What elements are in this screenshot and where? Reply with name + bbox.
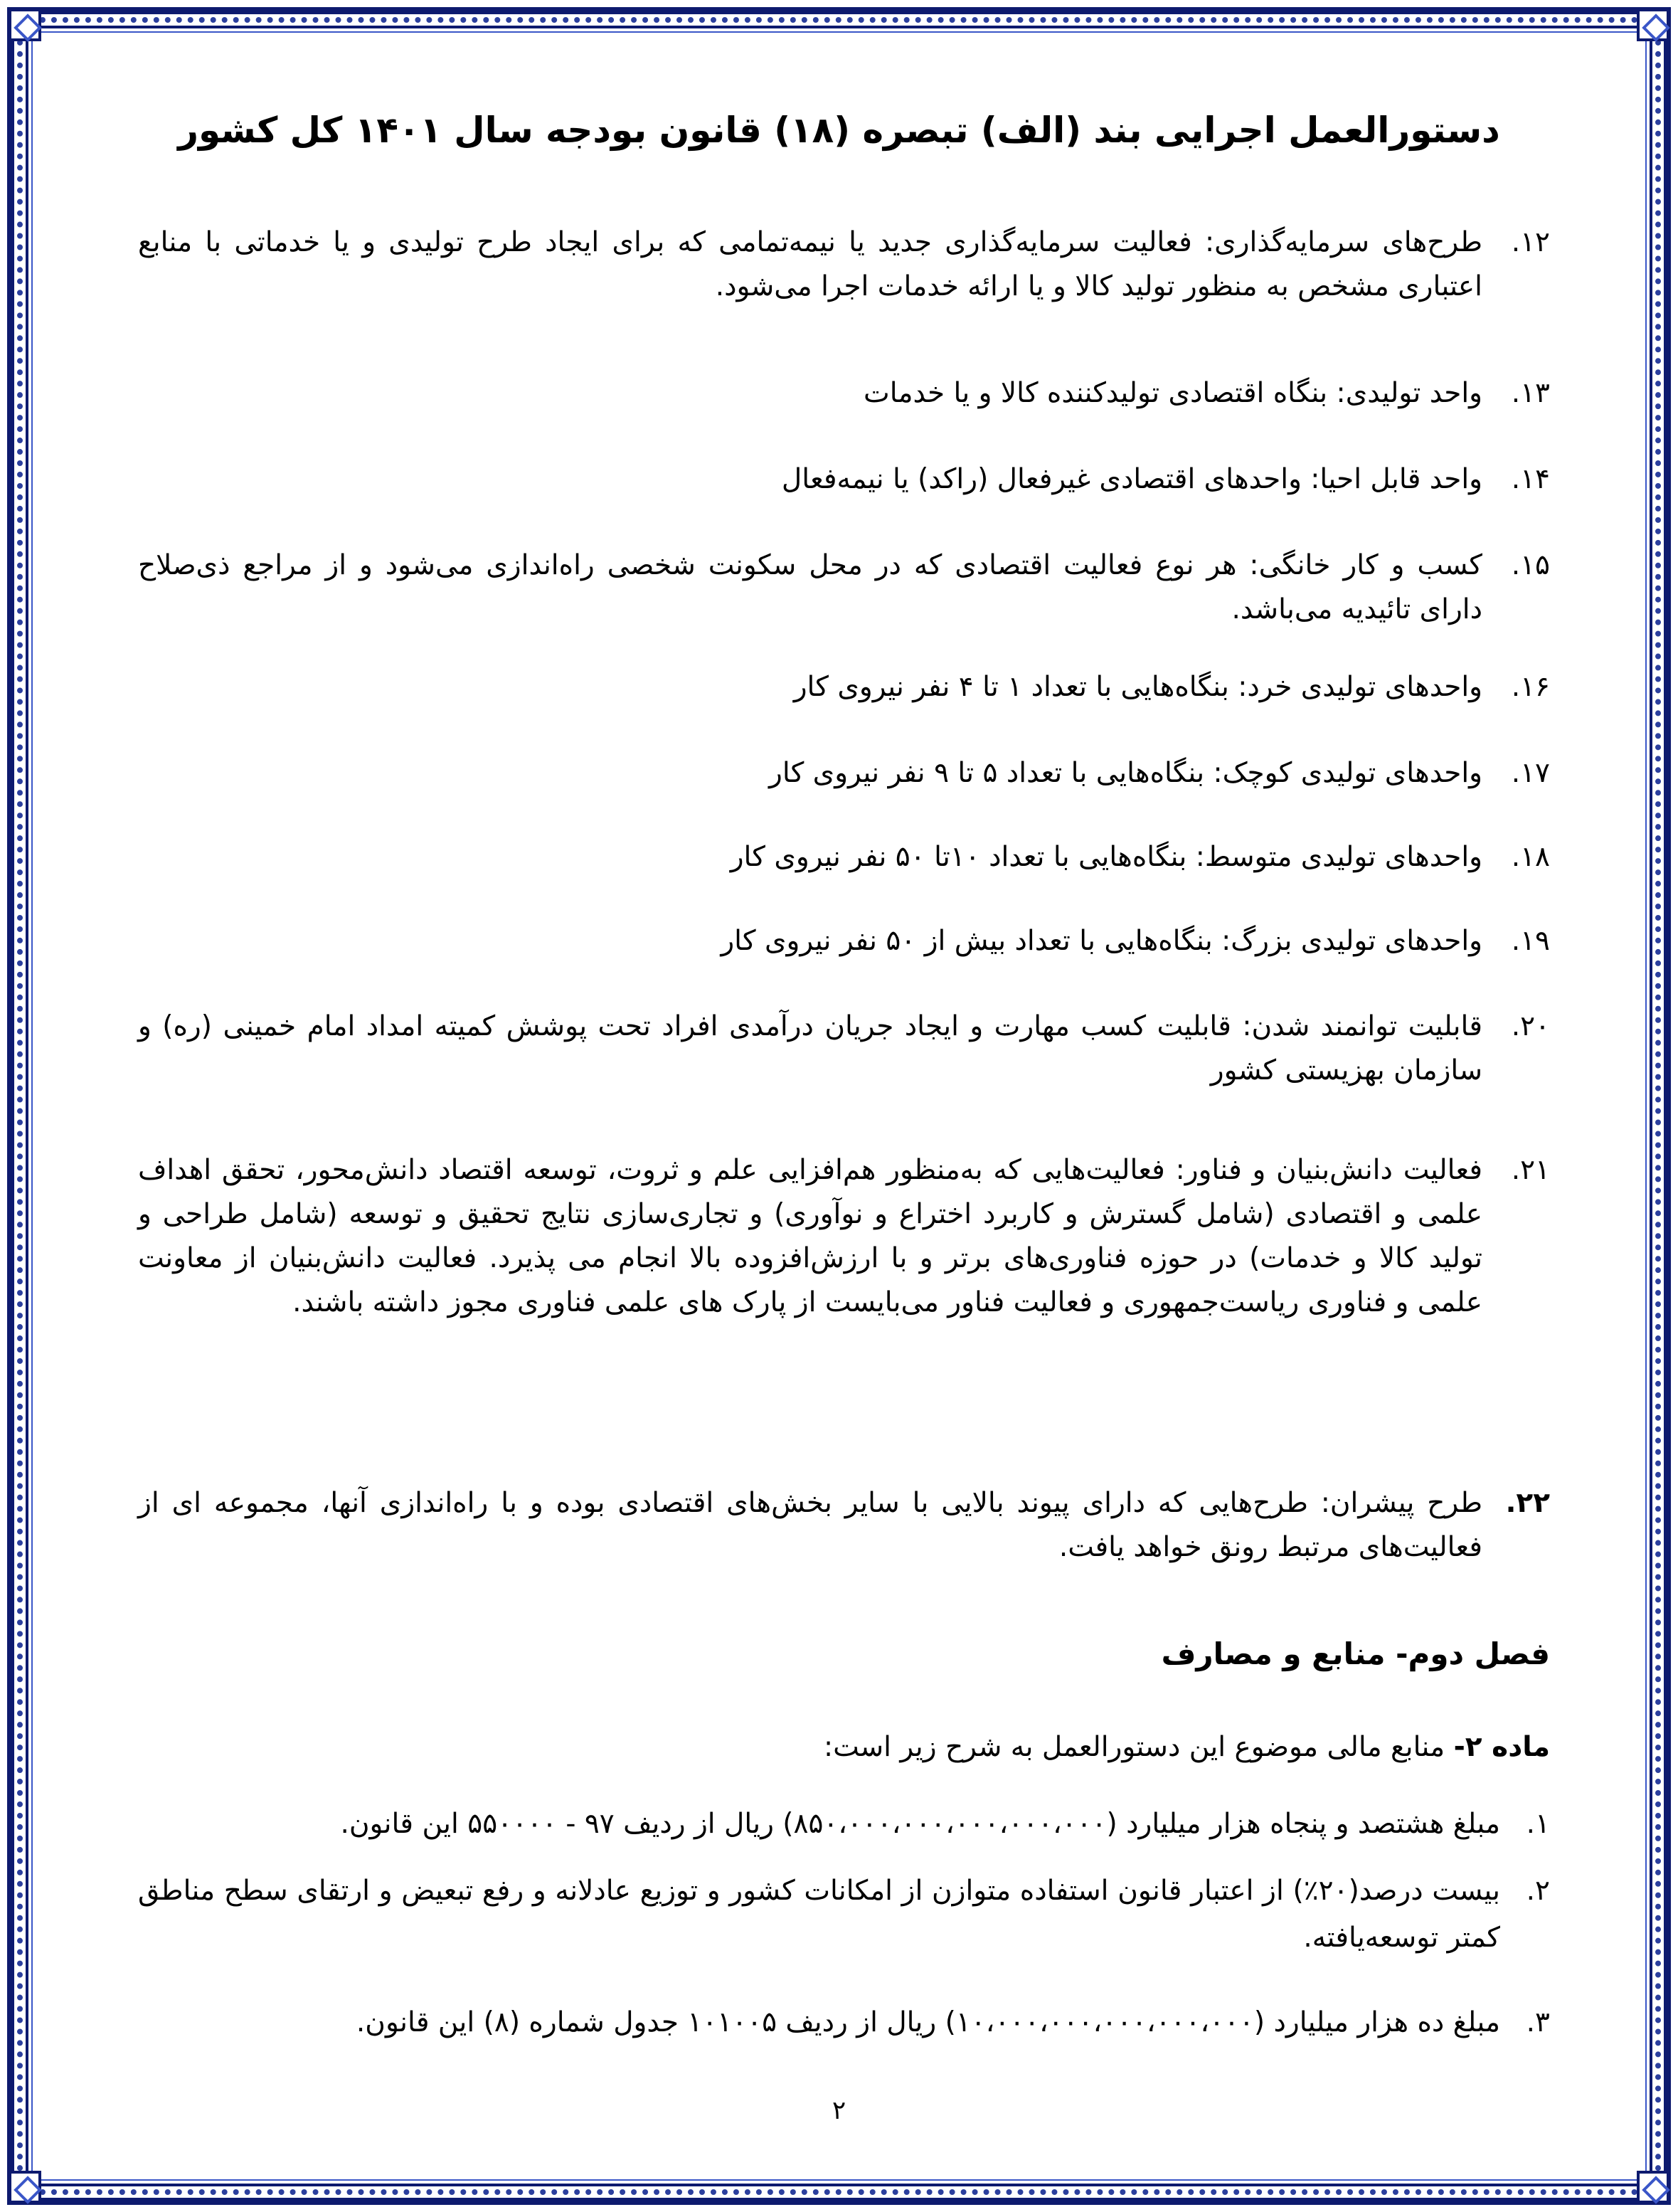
page-border-inner-line <box>31 31 1647 2181</box>
item-number: ۳. <box>1526 2006 1550 2038</box>
item-number: ۱۵. <box>1511 549 1550 581</box>
item-text: مبلغ هشتصد و پنجاه هزار میلیارد (۸۵۰،۰۰۰،۰۰۰،۰۰۰،۰۰۰،۰۰۰) ریال از ردیف ۹۷ - ۵۵۰۰۰۰ این قانون. <box>340 1808 1500 1840</box>
definition-item <box>138 665 1550 736</box>
item-number: ۱۹. <box>1511 925 1550 957</box>
definition-item <box>138 835 1550 906</box>
item-number: ۱۸. <box>1511 841 1550 873</box>
definition-item <box>138 1148 1550 1325</box>
item-text: واحد قابل احیا: واحدهای اقتصادی غیرفعال (راکد) یا نیمه‌فعال <box>781 463 1482 495</box>
definition-item <box>138 371 1550 443</box>
definition-item <box>138 1481 1550 1570</box>
border-corner-ornament <box>9 9 41 41</box>
definition-item <box>138 751 1550 822</box>
item-text: واحدهای تولیدی خرد: بنگاه‌هایی با تعداد ۱ تا ۴ نفر نیروی کار <box>793 671 1482 703</box>
definition-item <box>138 1005 1550 1093</box>
item-number: ۱۷. <box>1511 757 1550 789</box>
definition-item <box>138 544 1550 632</box>
border-corner-ornament <box>1637 9 1669 41</box>
item-number: ۱۶. <box>1511 671 1550 703</box>
article-label: ماده ۲- <box>1453 1731 1550 1763</box>
resource-item <box>138 1801 1550 1848</box>
item-text: واحدهای تولیدی بزرگ: بنگاه‌هایی با تعداد بیش از ۵۰ نفر نیروی کار <box>721 925 1482 957</box>
resource-item <box>138 1999 1550 2046</box>
definition-item <box>138 919 1550 990</box>
item-number: ۱۲. <box>1511 226 1550 258</box>
border-corner-ornament <box>1637 2171 1669 2203</box>
definition-item <box>138 221 1550 309</box>
article-paragraph <box>138 1725 1550 1769</box>
item-number: ۲. <box>1526 1875 1550 1907</box>
item-text: مبلغ ده هزار میلیارد (۱۰،۰۰۰،۰۰۰،۰۰۰،۰۰۰،۰۰۰) ریال از ردیف ۱۰۱۰۰۵ جدول شماره (۸) این قانون. <box>356 2006 1500 2038</box>
item-text: طرح پیشران: طرح‌هایی که دارای پیوند بالایی با سایر بخش‌های اقتصادی بوده و با راه‌اندازی آنها، مجموعه ای از فعالیت‌های مرتبط رونق خواهد یافت. <box>138 1487 1482 1563</box>
article-text: منابع مالی موضوع این دستورالعمل به شرح زیر است: <box>824 1731 1454 1763</box>
item-text: فعالیت دانش‌بنیان و فناور: فعالیت‌هایی که به‌منظور هم‌افزایی علم و ثروت، توسعه اقتصاد دانش‌محور، تحقق اهداف علمی و اقتصادی (شامل گسترش و کاربرد اختراع و نوآوری) و تجاری‌سازی نتایج تحقیق و توسعه (شامل طراحی و تولید کالا و خدمات) در حوزه فناوری‌های برتر و با ارزش‌افزوده بالا انجام می پذیرد. فعالیت دانش‌بنیان از معاونت علمی و فناوری ریاست‌جمهوری و فعالیت فناور می‌بایست از پارک های علمی فناوری مجوز داشته باشند. <box>138 1154 1482 1318</box>
item-text: بیست درصد(۲۰٪) از اعتبار قانون استفاده متوازن از امکانات کشور و توزیع عادلانه و رفع تبعیض و ارتقای سطح مناطق کمتر توسعه‌یافته. <box>138 1875 1500 1954</box>
item-text: واحدهای تولیدی متوسط: بنگاه‌هایی با تعداد ۱۰تا ۵۰ نفر نیروی کار <box>730 841 1482 873</box>
item-text: واحدهای تولیدی کوچک: بنگاه‌هایی با تعداد ۵ تا ۹ نفر نیروی کار <box>768 757 1482 789</box>
document-title: دستورالعمل اجرایی بند (الف) تبصره (۱۸) قانون بودجه سال ۱۴۰۱ کل کشور <box>178 110 1500 151</box>
section-heading: فصل دوم- منابع و مصارف <box>1161 1636 1550 1671</box>
page-number: ۲ <box>832 2096 846 2125</box>
item-number: ۱. <box>1526 1808 1550 1840</box>
item-text: طرح‌های سرمایه‌گذاری: فعالیت سرمایه‌گذاری جدید یا نیمه‌تمامی که برای ایجاد طرح تولیدی و یا خدماتی با منابع اعتباری مشخص به منظور تولید کالا و یا ارائه خدمات اجرا می‌شود. <box>138 226 1482 302</box>
item-text: واحد تولیدی: بنگاه اقتصادی تولیدکننده کالا و یا خدمات <box>864 377 1482 409</box>
item-number: ۲۲. <box>1505 1487 1550 1519</box>
border-corner-ornament <box>9 2171 41 2203</box>
item-number: ۲۰. <box>1511 1010 1550 1042</box>
item-number: ۱۳. <box>1511 377 1550 409</box>
resource-item <box>138 1868 1550 1962</box>
item-text: کسب و کار خانگی: هر نوع فعالیت اقتصادی که در محل سکونت شخصی راه‌اندازی می‌شود و از مراجع ذی‌صلاح دارای تائیدیه می‌باشد. <box>138 549 1482 625</box>
item-text: قابلیت توانمند شدن: قابلیت کسب مهارت و ایجاد جریان درآمدی افراد تحت پوشش کمیته امداد امام خمینی (ره) و سازمان بهزیستی کشور <box>138 1010 1482 1086</box>
item-number: ۲۱. <box>1511 1154 1550 1186</box>
item-number: ۱۴. <box>1511 463 1550 495</box>
definition-item <box>138 457 1550 529</box>
